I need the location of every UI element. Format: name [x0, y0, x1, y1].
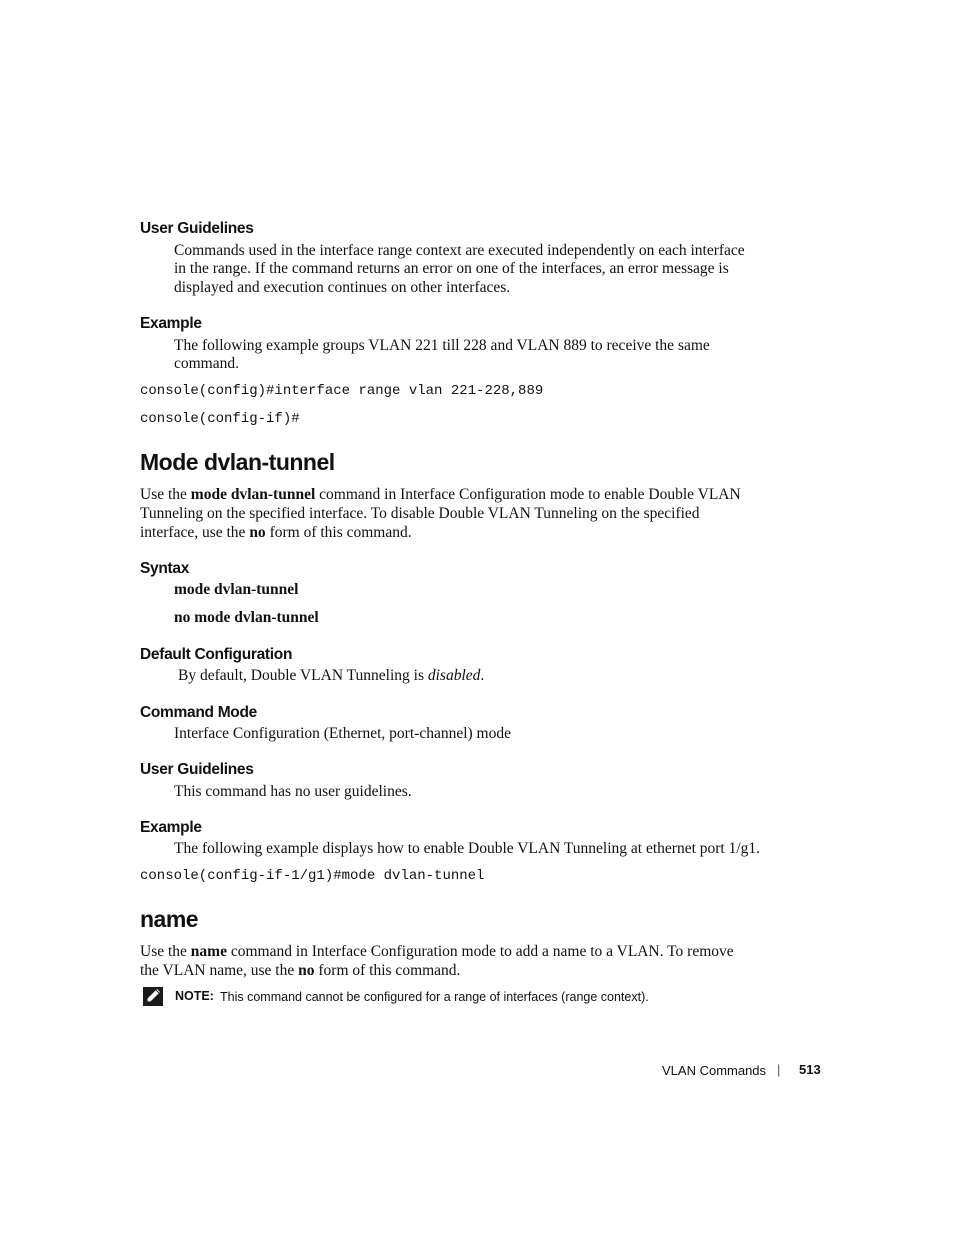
paragraph-line: The following example groups VLAN 221 till 228 and VLAN 889 to receive the same — [174, 337, 710, 354]
paragraph-line: Commands used in the interface range context are executed independently on each interface — [174, 242, 745, 259]
footer-section-name: VLAN Commands — [662, 1063, 767, 1078]
page-number: 513 — [799, 1062, 821, 1077]
section-heading-example: Example — [140, 819, 202, 836]
intro-line: Tunneling on the specified interface. To disable Double VLAN Tunneling on the specified — [140, 505, 700, 522]
default-text: By default, Double VLAN Tunneling is disabled. — [178, 667, 485, 684]
command-mode-text: Interface Configuration (Ethernet, port-channel) mode — [174, 725, 511, 742]
note-pencil-icon — [142, 986, 164, 1007]
paragraph-line: displayed and execution continues on other interfaces. — [174, 279, 511, 296]
intro-line: interface, use the no form of this command. — [140, 524, 412, 541]
note-text: This command cannot be configured for a range of interfaces (range context). — [220, 990, 649, 1004]
command-name-bold: mode dvlan-tunnel — [190, 486, 316, 503]
syntax-line: no mode dvlan-tunnel — [174, 609, 319, 626]
section-heading-user-guidelines: User Guidelines — [140, 220, 254, 237]
footer-separator: | — [777, 1062, 781, 1077]
command-name-bold: name — [190, 943, 227, 960]
section-heading-default-configuration: Default Configuration — [140, 646, 293, 663]
section-heading-syntax: Syntax — [140, 560, 190, 577]
paragraph-line: command. — [174, 355, 239, 372]
paragraph-line: in the range. If the command returns an error on one of the interfaces, an error message is — [174, 260, 729, 277]
section-heading-command-mode: Command Mode — [140, 704, 257, 721]
section-heading-user-guidelines: User Guidelines — [140, 761, 254, 778]
command-title-name: name — [140, 906, 199, 932]
code-line: console(config)#interface range vlan 221-228,889 — [140, 383, 544, 399]
code-line: console(config-if-1/g1)#mode dvlan-tunnel — [140, 868, 485, 884]
note-label: NOTE: — [175, 989, 214, 1003]
user-guidelines-text: This command has no user guidelines. — [174, 783, 412, 800]
example-text: The following example displays how to enable Double VLAN Tunneling at ethernet port 1/g1. — [174, 840, 761, 857]
section-heading-example: Example — [140, 315, 202, 332]
intro-line: Use the name command in Interface Configuration mode to add a name to a VLAN. To remove — [140, 943, 734, 960]
default-value-italic: disabled — [427, 667, 481, 684]
intro-line: Use the mode dvlan-tunnel command in Interface Configuration mode to enable Double VLAN — [140, 486, 741, 503]
keyword-no-bold: no — [249, 524, 266, 541]
keyword-no-bold: no — [298, 962, 315, 979]
intro-line: the VLAN name, use the no form of this command. — [140, 962, 461, 979]
command-title-mode-dvlan-tunnel: Mode dvlan-tunnel — [140, 449, 335, 475]
code-line: console(config-if)# — [140, 411, 300, 427]
syntax-line: mode dvlan-tunnel — [174, 581, 299, 598]
